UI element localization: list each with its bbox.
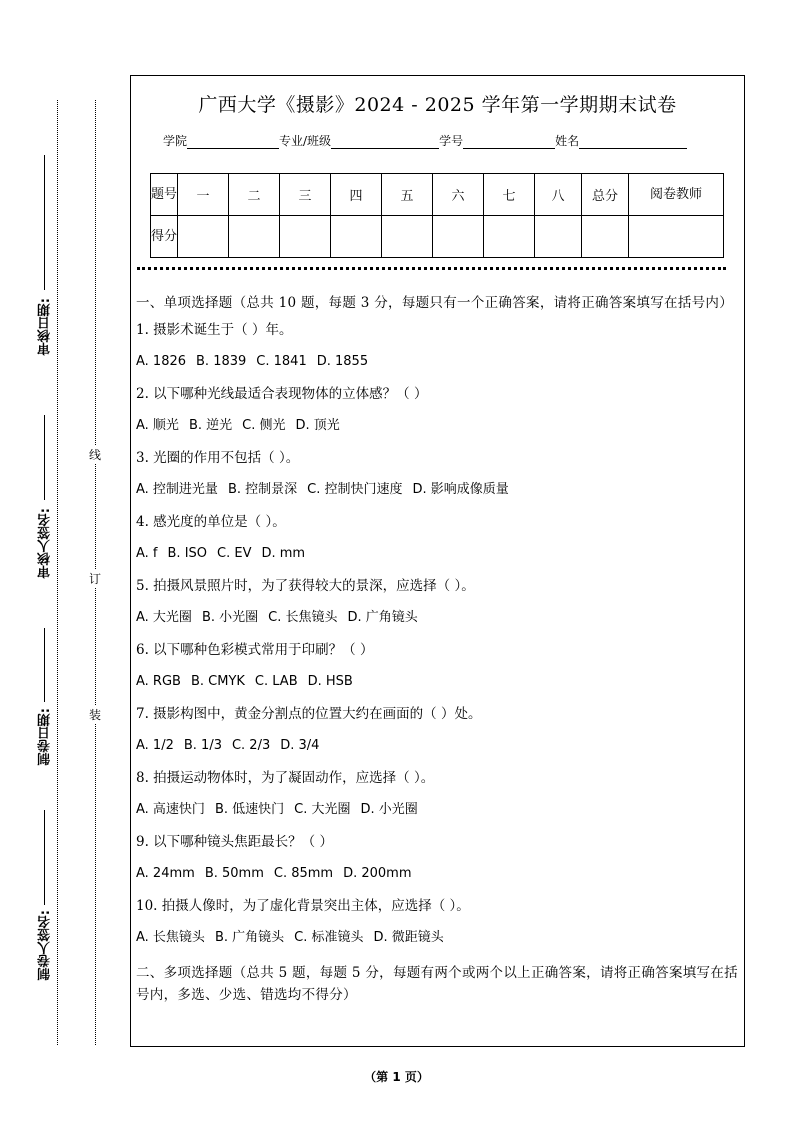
option-item: B. 广角镜头 (214, 930, 285, 945)
question-options (136, 666, 738, 698)
option-item: C. 大光圈 (294, 802, 351, 817)
score-cell[interactable] (331, 216, 382, 258)
score-table (150, 173, 724, 258)
option-item: C. 控制快门速度 (307, 482, 403, 497)
score-col-1: 一 (178, 174, 229, 216)
signer-reviewer (29, 508, 61, 578)
field-college-blank[interactable] (187, 134, 279, 149)
score-col-8: 八 (535, 174, 582, 216)
signer-reviewer-label: 审核人签名: (37, 508, 53, 579)
score-cell[interactable] (229, 216, 280, 258)
question-text: 5. 拍摄风景照片时，为了获得较大的景深，应选择（ ）。 (136, 578, 475, 594)
score-col-grader: 阅卷教师 (629, 174, 724, 216)
section1-question-list (136, 314, 738, 954)
question-options (136, 410, 738, 442)
signer-review-date (29, 298, 61, 355)
score-col-total: 总分 (582, 174, 629, 216)
option-item: B. 小光圈 (201, 610, 259, 625)
option-item: B. 50mm (204, 866, 264, 881)
option-item: D. 200mm (343, 866, 412, 881)
question-options (136, 602, 738, 634)
option-item: B. CMYK (190, 674, 245, 689)
option-item: C. 侧光 (242, 418, 286, 433)
option-item: A. 24mm (136, 866, 195, 881)
option-item: D. 3/4 (280, 738, 320, 753)
option-item: C. 1841 (256, 354, 307, 369)
question-text: 1. 摄影术诞生于（ ）年。 (136, 322, 293, 338)
signer-review-date-label: 审核日期: (37, 298, 53, 356)
option-item: A. 大光圈 (136, 610, 192, 625)
question-text: 3. 光圈的作用不包括（ ）。 (136, 450, 300, 466)
option-item: D. 影响成像质量 (412, 482, 509, 497)
option-item: B. 1839 (196, 354, 247, 369)
option-item: D. HSB (307, 674, 353, 689)
score-cell[interactable] (433, 216, 484, 258)
option-item: D. 微距镜头 (373, 930, 444, 945)
option-item: A. 1826 (136, 354, 187, 369)
exam-paper (130, 75, 745, 1047)
option-item: A. f (136, 546, 158, 561)
score-col-4: 四 (331, 174, 382, 216)
score-table-row2-label: 得分 (151, 216, 178, 258)
option-item: B. 低速快门 (214, 802, 285, 817)
question-options (136, 922, 738, 954)
score-cell[interactable] (484, 216, 535, 258)
field-id-blank[interactable] (463, 134, 555, 149)
score-col-2: 二 (229, 174, 280, 216)
signer-paper-date-line[interactable] (44, 628, 45, 702)
option-item: C. EV (217, 546, 252, 561)
option-item: C. 标准镜头 (294, 930, 364, 945)
option-item: D. mm (261, 546, 306, 561)
binding-char-zhuang: 装 (86, 706, 104, 724)
score-table-score-row (151, 216, 724, 258)
option-item: B. ISO (167, 546, 208, 561)
option-item: B. 1/3 (183, 738, 222, 753)
question-options (136, 858, 738, 890)
question-text: 6. 以下哪种色彩模式常用于印刷？（ ） (136, 642, 374, 658)
student-info-row (163, 132, 687, 149)
option-item: D. 顶光 (295, 418, 340, 433)
field-major-label: 专业/班级 (279, 134, 332, 148)
score-cell[interactable] (582, 216, 629, 258)
question-text: 4. 感光度的单位是（ ）。 (136, 514, 286, 530)
option-item: D. 广角镜头 (347, 610, 418, 625)
option-item: C. 长焦镜头 (268, 610, 338, 625)
question-options (136, 794, 738, 826)
score-col-7: 七 (484, 174, 535, 216)
binding-char-ding: 订 (86, 570, 104, 588)
option-item: D. 1855 (316, 354, 369, 369)
question-options (136, 538, 738, 570)
signer-reviewer-line[interactable] (44, 415, 45, 500)
option-item: B. 逆光 (188, 418, 233, 433)
exam-title: 广西大学《摄影》2024 - 2025 学年第一学期期末试卷 (198, 94, 677, 116)
score-table-header-row (151, 174, 724, 216)
score-col-3: 三 (280, 174, 331, 216)
question-text: 7. 摄影构图中，黄金分割点的位置大约在画面的（ ）处。 (136, 706, 482, 722)
option-item: A. 长焦镜头 (136, 930, 205, 945)
binding-char-xian: 线 (86, 446, 104, 464)
signer-review-date-line[interactable] (44, 155, 45, 290)
option-item: B. 控制景深 (227, 482, 298, 497)
score-cell[interactable] (535, 216, 582, 258)
option-item: A. 高速快门 (136, 802, 205, 817)
signer-paper-date-label: 制卷日期: (37, 708, 53, 766)
option-item: A. 1/2 (136, 738, 174, 753)
score-cell[interactable] (629, 216, 724, 258)
question-options (136, 730, 738, 762)
signer-paper-maker (29, 910, 61, 980)
section2-heading: 二、多项选择题（总共 5 题，每题 5 分，每题有两个或两个以上正确答案，请将正确答案填写在括号内，多选、少选、错选均不得分） (136, 965, 738, 1003)
option-item: D. 小光圈 (360, 802, 418, 817)
field-name-label: 姓名 (555, 134, 580, 148)
score-col-5: 五 (382, 174, 433, 216)
option-item: C. LAB (254, 674, 298, 689)
question-options (136, 474, 738, 506)
signer-paper-maker-line[interactable] (44, 810, 45, 905)
question-text: 9. 以下哪种镜头焦距最长？（ ） (136, 834, 333, 850)
question-options (136, 346, 738, 378)
field-college-label: 学院 (163, 134, 188, 148)
score-cell[interactable] (382, 216, 433, 258)
section1-heading: 一、单项选择题（总共 10 题，每题 3 分，每题只有一个正确答案，请将正确答案填写在括号内） (136, 295, 734, 311)
questions-area (136, 292, 738, 1006)
option-item: A. 控制进光量 (136, 482, 218, 497)
question-text: 2. 以下哪种光线最适合表现物体的立体感？（ ） (136, 386, 428, 402)
field-name-blank[interactable] (579, 134, 687, 149)
question-text: 10. 拍摄人像时，为了虚化背景突出主体，应选择（ ）。 (136, 898, 470, 914)
score-table-row1-label: 题号 (151, 174, 178, 216)
signer-paper-date (29, 708, 61, 765)
dotted-separator (137, 267, 726, 270)
page-number: （第 1 页） (364, 1070, 429, 1084)
signer-paper-maker-label: 制卷人签名: (37, 910, 53, 981)
field-major-blank[interactable] (331, 134, 439, 149)
option-item: C. 2/3 (231, 738, 271, 753)
question-text: 8. 拍摄运动物体时，为了凝固动作，应选择（ ）。 (136, 770, 435, 786)
option-item: C. 85mm (273, 866, 334, 881)
score-cell[interactable] (178, 216, 229, 258)
field-id-label: 学号 (439, 134, 464, 148)
option-item: A. 顺光 (136, 418, 179, 433)
score-cell[interactable] (280, 216, 331, 258)
option-item: A. RGB (136, 674, 181, 689)
score-col-6: 六 (433, 174, 484, 216)
